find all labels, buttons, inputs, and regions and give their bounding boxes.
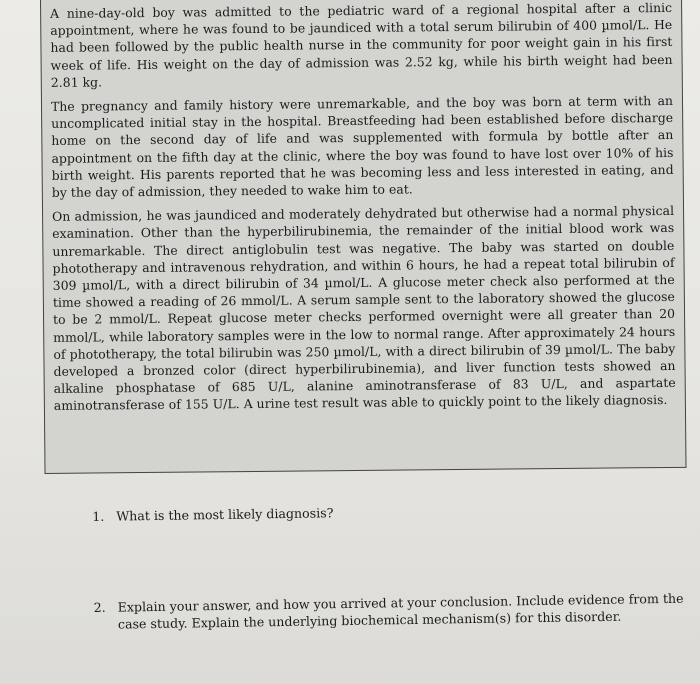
case-study-box — [40, 0, 687, 474]
question-2 — [94, 589, 684, 633]
question-text: Explain your answer, and how you arrived at your conclusion. Include evidence from the case study. Explain the underlying biochemical mechanism(s) for this disorder. — [117, 590, 684, 632]
case-paragraph-3: On admission, he was jaundiced and moderately dehydrated but otherwise had a normal physical examination. Other than the hyperbilirubinemia, the remainder of the initial blood work was unremarkable. The direct antiglobulin test was negative. The baby was started on double phototherapy and intravenous rehydration, and within 6 hours, he had a repeat total bilirubin of 309 µmol/L, with a direct bilirubin of 34 µmol/L. A glucose meter check also performed at the time showed a reading of 26 mmol/L. A serum sample sent to the laboratory showed the glucose to be 2 mmol/L. Repeat glucose meter checks performed overnight were all greater than 20 mmol/L, while laboratory samples were in the low to normal range. After approximately 24 hours of phototherapy, the total bilirubin was 250 µmol/L, with a direct bilirubin of 39 µmol/L. The baby developed a bronzed color (direct hyperbilirubinemia), and liver function tests showed an alkaline phosphatase of 685 U/L, alanine aminotransferase of 83 U/L, and aspartate aminotransferase of 155 U/L. A urine test result was able to quickly point to the likely diagnosis. — [52, 203, 676, 414]
question-number: 1. — [92, 508, 105, 524]
question-number: 2. — [93, 599, 106, 615]
question-list — [92, 491, 684, 634]
case-paragraph-2: The pregnancy and family history were unremarkable, and the boy was born at term with an uncomplicated initial stay in the hospital. Breastfeeding had been established before discharge home on the second day of life and was supplemented with formula by bottle after an appointment on the fifth day at the clinic, where the boy was found to have lost over 10% of his birth weight. His parents reported that he was becoming less and less interested in eating, and by the day of admission, they needed to wake him to eat. — [50, 92, 674, 200]
case-paragraph-1: A nine-day-old boy was admitted to the pediatric ward of a regional hospital after a clinic appointment, where he was found to be jaundiced with a total serum bilirubin of 400 µmol/L. He had been followed by the public health nurse in the community for poor weight gain in his first week of life. His weight on the day of admission was 2.52 kg, while his birth weight had been 2.81 kg. — [50, 0, 673, 90]
question-1 — [92, 499, 682, 526]
question-text: What is the most likely diagnosis? — [116, 505, 334, 524]
